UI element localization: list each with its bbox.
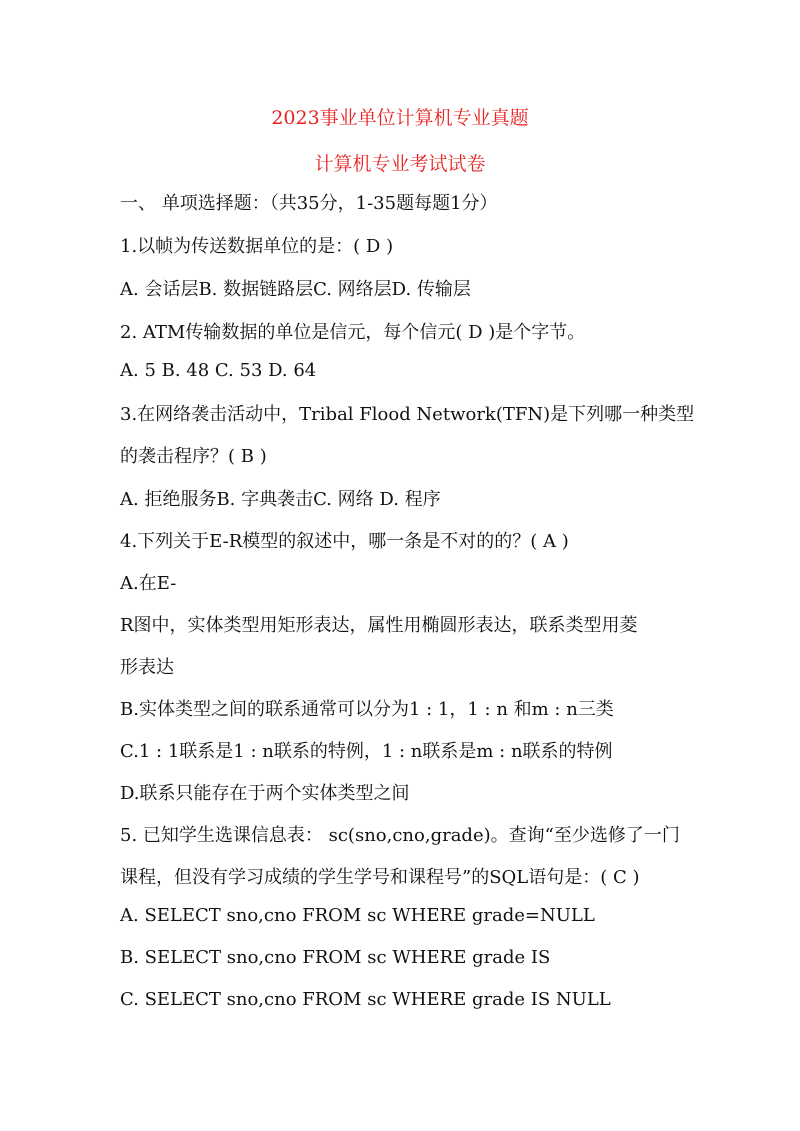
question-5-option-c: C. SELECT sno,cno FROM sc WHERE grade IS NULL (120, 989, 611, 1010)
question-5-option-b: B. SELECT sno,cno FROM sc WHERE grade IS (120, 947, 551, 968)
question-5-line-1: 5. 已知学生选课信息表： sc(sno,cno,grade)。查询“至少选修了一门 (120, 825, 680, 846)
question-4-option-a-line-2: R图中，实体类型用矩形表达，属性用椭圆形表达，联系类型用菱 (120, 615, 638, 636)
question-5-line-2: 课程，但没有学习成绩的学生学号和课程号”的SQL语句是：( C ) (120, 867, 640, 888)
question-4-option-d: D.联系只能存在于两个实体类型之间 (120, 783, 410, 804)
question-3-line-2: 的袭击程序？( B ) (120, 446, 267, 467)
question-1: 1.以帧为传送数据单位的是：( D ) (120, 236, 394, 257)
document-subtitle: 计算机专业考试试卷 (314, 153, 486, 175)
question-3-options: A. 拒绝服务B. 字典袭击C. 网络 D. 程序 (120, 489, 441, 510)
question-4-option-a-line-3: 形表达 (120, 657, 174, 678)
question-4-option-a-line-1: A.在E- (120, 573, 177, 594)
question-1-options: A. 会话层B. 数据链路层C. 网络层D. 传输层 (120, 279, 471, 300)
section-heading: 一、 单项选择题：（共35分，1-35题每题1分） (120, 193, 498, 214)
question-2: 2. ATM传输数据的单位是信元，每个信元( D )是个字节。 (120, 322, 586, 343)
question-5-option-a: A. SELECT sno,cno FROM sc WHERE grade=NULL (120, 905, 595, 926)
document-title: 2023事业单位计算机专业真题 (271, 107, 529, 129)
question-4: 4.下列关于E-R模型的叙述中，哪一条是不对的的？( A ) (120, 531, 569, 552)
question-3-line-1: 3.在网络袭击活动中，Tribal Flood Network(TFN)是下列哪一种类型 (120, 404, 695, 425)
question-4-option-b: B.实体类型之间的联系通常可以分为1 : 1，1 : n 和m : n三类 (120, 699, 614, 720)
question-2-options: A. 5 B. 48 C. 53 D. 64 (120, 360, 317, 381)
question-4-option-c: C.1 : 1联系是1 : n联系的特例，1 : n联系是m : n联系的特例 (120, 741, 613, 762)
